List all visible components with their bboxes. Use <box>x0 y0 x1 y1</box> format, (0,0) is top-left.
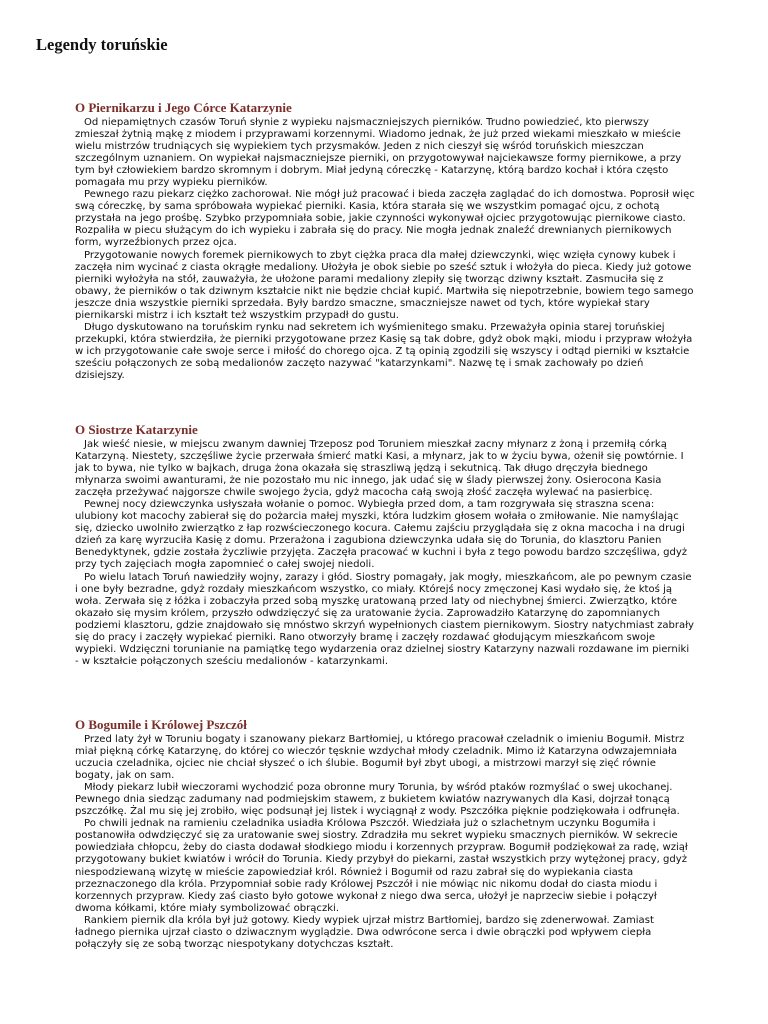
paragraph: Po chwili jednak na ramieniu czeladnika usiadła Królowa Pszczół. Wiedziała już o szlachetnym uczynku Bogumiła i postanowiła odwdzięczyć się za uratowanie swej siostry. Zdradziła mu sekret wypieku smacznych pierników. W sekrecie powiedziała chłopcu, żeby do ciasta dodawał słodkiego miodu i korzennych przypraw. Bogumił podziękował za radę, wziął przygotowany bukiet kwiatów i wrócił do Torunia. Kiedy przybył do piekarni, zastał wszystkich przy wytężonej pracy, gdyż niespodziewaną wizytę w mieście zapowiedział król. Również i Bogumił od razu zabrał się do wypiekania ciasta przeznaczonego dla króla. Przypomniał sobie rady Królowej Pszczół i nie mówiąc nic nikomu dodał do ciasta miodu i korzennych przypraw. Kiedy zaś ciasto było gotowe wykonał z niego dwa serca, ułożył je naprzeciw siebie i połączył dwoma kółkami, które miały symbolizować obrączki. <box>75 818 688 914</box>
section-heading: O Bogumile i Królowej Pszczół <box>75 717 247 732</box>
paragraph: Długo dyskutowano na toruńskim rynku nad sekretem ich wyśmienitego smaku. Przeważyła opinia starej toruńskiej przekupki, która stwierdziła, że pierniki przygotowane przez Kasię są tak dobre, gdyż obok mąki, miodu i przypraw włożyła w ich przygotowanie całe swoje serce i miłość do chorego ojca. Z tą opinią zgodzili się wszyscy i odtąd pierniki w kształcie sześciu połączonych ze sobą medalionów zaczęto nazywać "katarzynkami". Nazwę tę i smak zachowały po dzień dzisiejszy. <box>75 321 693 381</box>
paragraph: Młody piekarz lubił wieczorami wychodzić poza obronne mury Torunia, by wśród ptaków rozmyślać o swej ukochanej. Pewnego dnia siedząc zadumany nad podmiejskim stawem, z bukietem kwiatów nazrywanych dla Kasi, dojrzał tonącą pszczółkę. Żal mu się jej zrobiło, więc podsunął jej listek i wyciągnął z wody. Pszczółka pięknie podziękowała i odfrunęła. <box>75 782 680 818</box>
document-title: Legendy toruńskie <box>36 35 168 54</box>
paragraph: Jak wieść niesie, w miejscu zwanym dawniej Trzeposz pod Toruniem mieszkał zacny młynarz z żoną i przemiłą córką Katarzyną. Niestety, szczęśliwe życie przerwała śmierć matki Kasi, a młynarz, jak to w życiu bywa, ożenił się powtórnie. I jak to bywa, nie tylko w bajkach, druga żona okazała się straszliwą jędzą i sekutnicą. Tak długo dręczyła biednego młynarza swoimi awanturami, że nie pozostało mu nic innego, jak udać się w ślady pierwszej żony. Osierocona Kasia zaczęła przeżywać najgorsze chwile swojego życia, gdyż macocha całą swoją złość zaczęła wylewać na pasierbicę. <box>75 439 684 499</box>
legend-section-siostra <box>75 422 695 668</box>
paragraph: Pewnej nocy dziewczynka usłyszała wołanie o pomoc. Wybiegła przed dom, a tam rozgrywała się straszna scena: ulubiony kot macochy zabierał się do pożarcia małej myszki, która ludzkim głosem wołała o zmiłowanie. Nie namyślając się, dziecko uwolniło zwierzątko z łap rozwścieczonego kocura. Całemu zajściu przyglądała się z okna macocha i na drugi dzień za karę wyrzuciła Kasię z domu. Przerażona i zagubiona dziewczynka udała się do Torunia, do klasztoru Panien Benedyktynek, gdzie została życzliwie przyjęta. Zaczęła pracować w kuchni i była z tego powodu bardzo szczęśliwa, gdyż przy tych zajęciach mogła zapomnieć o całej swojej niedoli. <box>75 499 688 571</box>
legend-section-bogumil <box>75 717 695 951</box>
paragraph: Po wielu latach Toruń nawiedziły wojny, zarazy i głód. Siostry pomagały, jak mogły, mieszkańcom, ale po pewnym czasie i one były bezradne, gdyż rozdały mieszkańcom wszystko, co miały. Którejś nocy zmęczonej Kasi wydało się, że ktoś ją woła. Zerwała się z łóżka i zobaczyła przed sobą myszkę uratowaną przed laty od niechybnej śmierci. Zwierzątko, które okazało się mysim królem, przyszło odwdzięczyć się za uratowanie życia. Zaprowadziło Katarzynę do zapomnianych podziemi klasztoru, gdzie znajdowało się mnóstwo skrzyń wypełnionych ciastem piernikowym. Siostry natychmiast zabrały się do pracy i zaczęły wypiekać pierniki. Rano otworzyły bramę i zaczęły rozdawać głodującym mieszkańcom swoje wypieki. Wdzięczni torunianie na pamiątkę tego wydarzenia oraz dzielnej siostry Katarzyny nazwali rozdawane im pierniki - w kształcie połączonych sześciu medalionów - katarzynkami. <box>75 571 694 667</box>
paragraph: Od niepamiętnych czasów Toruń słynie z wypieku najsmaczniejszych pierników. Trudno powiedzieć, kto pierwszy zmieszał żytnią mąkę z miodem i przyprawami korzennymi. Wiadomo jednak, że już przed wiekami mieszkało w mieście wielu mistrzów trudniących się wypiekiem tych przysmaków. Jeden z nich cieszył się wśród toruńskich mieszczan szczególnym uznaniem. On wypiekał najsmaczniejsze pierniki, on przygotowywał najciekawsze formy piernikowe, a przy tym był człowiekiem bardzo skromnym i dobrym. Miał jedyną córeczkę - Katarzynę, którą bardzo kochał i która często pomagała mu przy wypieku pierników. <box>75 117 682 189</box>
legend-section-piernikarz <box>75 100 695 382</box>
paragraph: Przed laty żył w Toruniu bogaty i szanowany piekarz Bartłomiej, u którego pracował czeladnik o imieniu Bogumił. Mistrz miał piękną córkę Katarzynę, do której co wieczór tęsknie wzdychał młody czeladnik. Mimo iż Katarzyna odwzajemniała uczucia czeladnika, ojciec nie chciał słyszeć o ich ślubie. Bogumił był zbyt ubogi, a mistrzowi marzył się zięć równie bogaty, jak on sam. <box>75 734 685 782</box>
section-heading: O Siostrze Katarzynie <box>75 422 198 437</box>
paragraph: Przygotowanie nowych foremek piernikowych to zbyt ciężka praca dla małej dziewczynki, więc wzięła cynowy kubek i zaczęła nim wycinać z ciasta okrągłe medaliony. Ułożyła je obok siebie po sześć sztuk i włożyła do pieca. Kiedy już gotowe pierniki wyłożyła na stół, zauważyła, że ułożone parami medaliony zlepiły się tworząc dziwny kształt. Zasmuciła się z obawy, że pierników o tak dziwnym kształcie nikt nie będzie chciał kupić. Martwiła się niepotrzebnie, bowiem tego samego jeszcze dnia wszystkie pierniki sprzedała. Były bardzo smaczne, smaczniejsze nawet od tych, które wypiekał stary piernikarski mistrz i ich kształt też wszystkim przypadł do gustu. <box>75 249 694 321</box>
section-heading: O Piernikarzu i Jego Córce Katarzynie <box>75 100 292 115</box>
paragraph: Rankiem piernik dla króla był już gotowy. Kiedy wypiek ujrzał mistrz Bartłomiej, bardzo się zdenerwował. Zamiast ładnego piernika ujrzał ciasto o dziwacznym wyglądzie. Dwa odwrócone serca i dwie obrączki pod wpływem ciepła połączyły się ze sobą tworząc niespotykany dotychczas kształt. <box>75 914 654 950</box>
paragraph: Pewnego razu piekarz ciężko zachorował. Nie mógł już pracować i bieda zaczęła zaglądać do ich domostwa. Poprosił więc swą córeczkę, by sama spróbowała wypiekać pierniki. Kasia, która starała się we wszystkim pomagać ojcu, z ochotą przystała na jego prośbę. Szybko przypomniała sobie, jakie czynności wykonywał ojciec przygotowując piernikowe ciasto. Rozpaliła w piecu służącym do ich wypieku i zabrała się do pracy. Nie mogła jednak znaleźć drewnianych piernikowych form, wyrzeźbionych przez ojca. <box>75 189 695 249</box>
